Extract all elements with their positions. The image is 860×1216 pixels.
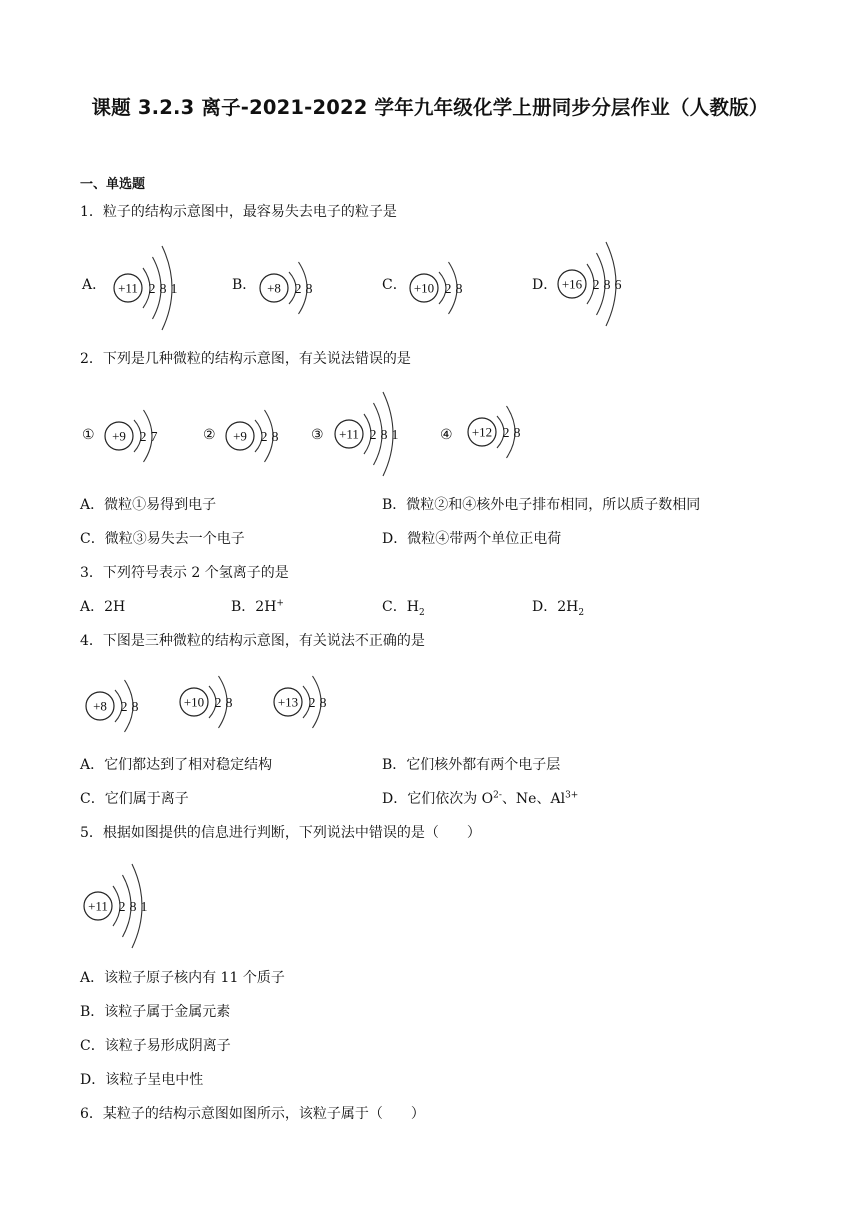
nucleus-charge: +11	[339, 426, 359, 442]
shell-electron-count: 2	[214, 696, 222, 711]
shell-electron-count: 2	[294, 282, 302, 297]
shell-electron-count: 2	[369, 428, 377, 443]
q4-option-b: B．它们核外都有两个电子层	[382, 757, 561, 773]
nucleus-charge: +8	[267, 280, 281, 296]
shell-electron-count: 8	[305, 282, 313, 297]
shell-electron-count: 2	[592, 278, 600, 293]
q2-stem: 2．下列是几种微粒的结构示意图，有关说法错误的是	[80, 351, 411, 367]
q1-option-d-label: D．	[532, 277, 558, 293]
q2-figure-3-label: ③	[311, 427, 324, 443]
nucleus-charge: +16	[561, 276, 583, 292]
q5-option-c: C．该粒子易形成阴离子	[80, 1038, 231, 1054]
q2-figure-2-atom-diagram	[224, 400, 294, 472]
shell-electron-count: 8	[513, 426, 521, 441]
nucleus-charge: +9	[112, 428, 126, 444]
section-heading: 一、单选题	[80, 177, 146, 192]
q4-figure-2-atom-diagram	[178, 666, 248, 738]
q1-option-b-label: B．	[232, 277, 257, 293]
q5-option-b: B．该粒子属于金属元素	[80, 1004, 231, 1020]
q4-option-a: A．它们都达到了相对稳定结构	[80, 757, 273, 773]
shell-electron-count: 2	[120, 700, 128, 715]
shell-electron-count: 2	[148, 282, 156, 297]
q1-option-c-atom-diagram	[408, 250, 478, 326]
q2-figure-4-label: ④	[440, 427, 453, 443]
shell-electron-count: 7	[150, 430, 158, 445]
q4-figure-1-atom-diagram	[84, 670, 154, 742]
shell-electron-count: 2	[502, 426, 510, 441]
q2-option-a: A．微粒①易得到电子	[80, 497, 217, 513]
shell-electron-count: 6	[614, 278, 622, 293]
shell-electron-count: 8	[603, 278, 611, 293]
q5-stem: 5．根据如图提供的信息进行判断，下列说法中错误的是（ ）	[80, 825, 481, 841]
q4-option-c: C．它们属于离子	[80, 791, 189, 807]
shell-electron-count: 2	[139, 430, 147, 445]
nucleus-charge: +12	[471, 424, 493, 440]
q2-figure-3-atom-diagram	[333, 386, 415, 482]
q3-option-d: D．$2H_2$	[532, 599, 585, 618]
shell-electron-count: 8	[271, 430, 279, 445]
shell-electron-count: 2	[444, 282, 452, 297]
q1-option-a-label: A．	[82, 277, 107, 293]
shell-electron-count: 1	[170, 282, 178, 297]
q1-stem: 1．粒子的结构示意图中，最容易失去电子的粒子是	[80, 204, 397, 220]
q1-option-c-label: C．	[382, 277, 407, 293]
q1-option-d-atom-diagram	[556, 234, 638, 334]
shell-electron-count: 8	[129, 900, 137, 915]
nucleus-charge: +11	[88, 898, 108, 914]
shell-electron-count: 8	[131, 700, 139, 715]
shell-electron-count: 8	[225, 696, 233, 711]
nucleus-charge: +9	[233, 428, 247, 444]
q2-figure-2-label: ②	[203, 427, 216, 443]
q2-option-d: D．微粒④带两个单位正电荷	[382, 531, 562, 547]
shell-electron-count: 1	[140, 900, 148, 915]
shell-electron-count: 8	[159, 282, 167, 297]
nucleus-charge: +10	[413, 280, 435, 296]
page-title: 课题 3.2.3 离子-2021-2022 学年九年级化学上册同步分层作业（人教版）	[91, 96, 769, 119]
q2-option-c: C．微粒③易失去一个电子	[80, 531, 245, 547]
q4-stem: 4．下图是三种微粒的结构示意图，有关说法不正确的是	[80, 633, 425, 649]
shell-electron-count: 8	[319, 696, 327, 711]
shell-electron-count: 8	[455, 282, 463, 297]
q4-option-d: D．它们依次为 $O^{2-}$、Ne、$Al^{3+}$	[382, 790, 579, 807]
nucleus-charge: +8	[93, 698, 107, 714]
shell-electron-count: 2	[308, 696, 316, 711]
q1-option-b-atom-diagram	[258, 250, 328, 326]
q2-figure-1-label: ①	[82, 427, 95, 443]
nucleus-charge: +13	[277, 694, 299, 710]
shell-electron-count: 1	[391, 428, 399, 443]
q3-option-a: A．2H	[80, 599, 126, 615]
q3-stem: 3．下列符号表示 2 个氢离子的是	[80, 565, 289, 581]
shell-electron-count: 2	[118, 900, 126, 915]
shell-electron-count: 2	[260, 430, 268, 445]
q5-option-a: A．该粒子原子核内有 11 个质子	[80, 970, 285, 986]
q2-figure-4-atom-diagram	[466, 396, 536, 468]
q3-option-c: C．$H_2$	[382, 599, 425, 618]
q4-figure-3-atom-diagram	[272, 666, 342, 738]
nucleus-charge: +10	[183, 694, 205, 710]
q6-stem: 6．某粒子的结构示意图如图所示，该粒子属于（ ）	[80, 1106, 425, 1122]
q5-option-d: D．该粒子呈电中性	[80, 1072, 204, 1088]
q2-figure-1-atom-diagram	[103, 400, 173, 472]
q3-option-b: B．2H+	[231, 598, 284, 615]
q1-option-a-atom-diagram	[112, 242, 192, 334]
q5-atom-diagram	[82, 856, 164, 956]
nucleus-charge: +11	[118, 280, 138, 296]
q2-option-b: B．微粒②和④核外电子排布相同，所以质子数相同	[382, 497, 701, 513]
shell-electron-count: 8	[380, 428, 388, 443]
